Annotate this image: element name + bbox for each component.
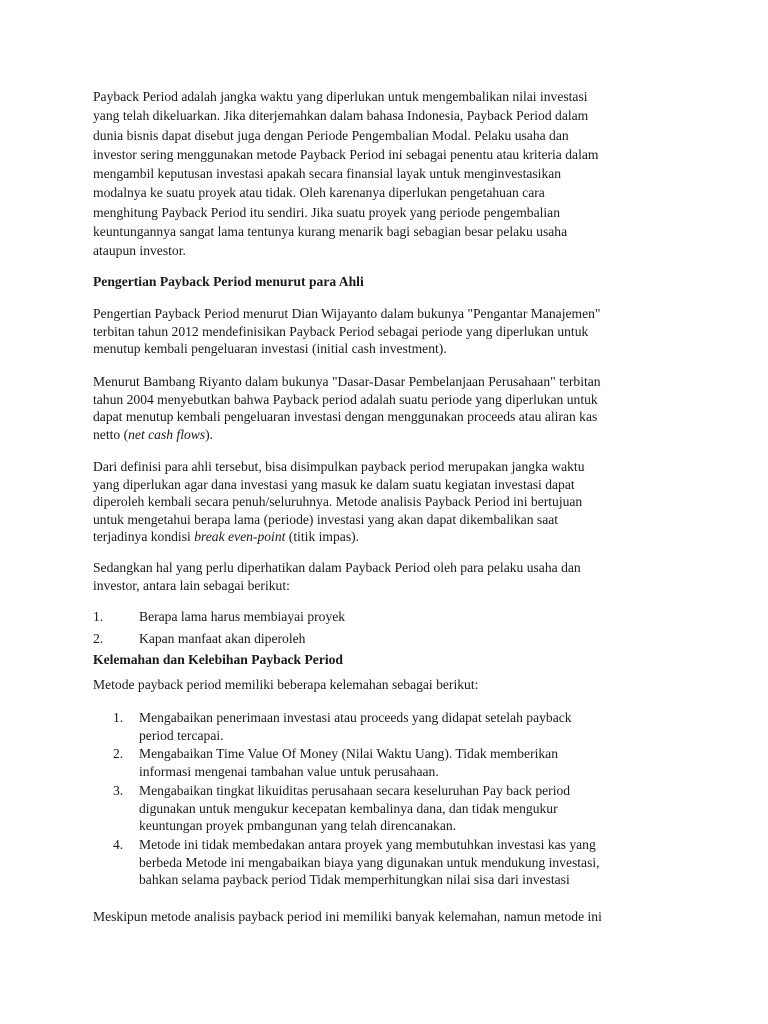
list-number: 2. [93,631,104,646]
text-line: Metode ini tidak membedakan antara proyek yang membutuhkan investasi kas yang [139,837,596,852]
text-line: keuntungannya sangat lama tentunya kurang menarik bagi sebagian besar pelaku usaha [93,224,568,240]
paragraph-bambang-riyanto [93,373,678,443]
list-text [139,782,570,835]
paragraph-metode: Metode payback period memiliki beberapa kelemahan sebagai berikut: [93,677,479,692]
text-line: bahkan selama payback period Tidak memperhitungkan nilai sisa dari investasi [139,872,570,887]
text-line: investor, antara lain sebagai berikut: [93,577,290,593]
paragraph-dian-wijayanto [93,305,678,358]
list-number: 3. [113,783,124,798]
text-line: Mengabaikan penerimaan investasi atau proceeds yang didapat setelah payback [139,710,572,725]
section-heading-kelemahan: Kelemahan dan Kelebihan Payback Period [93,652,343,667]
italic-term: break even-point [194,529,286,544]
list-text [139,709,572,744]
text-line: tahun 2004 menyebutkan bahwa Payback period adalah suatu periode yang diperlukan untuk [93,391,598,407]
text-line: investor sering menggunakan metode Payback Period ini sebagai penentu atau kriteria dalam [93,146,599,162]
list-text [139,836,600,889]
paragraph-meskipun: Meskipun metode analisis payback period ini memiliki banyak kelemahan, namun metode ini [93,909,602,924]
text-line: menutup kembali pengeluaran investasi (initial cash investment). [93,341,447,356]
text-line-with-italic [93,426,678,444]
text-line: ataupun investor. [93,243,186,259]
list-text [139,745,558,780]
text-line: Payback Period adalah jangka waktu yang diperlukan untuk mengembalikan nilai investasi [93,89,588,104]
text-line-with-italic [93,528,678,546]
text-line: Mengabaikan tingkat likuiditas perusahaan secara keseluruhan Pay back period [139,783,571,798]
text-line: informasi mengenai tambahan value untuk perusahaan. [139,763,439,779]
text-line: untuk mengetahui berapa lama (periode) investasi yang akan dapat dikembalikan saat [93,511,559,527]
text-line: yang diperlukan agar dana investasi yang masuk ke dalam suatu kegiatan investasi dapat [93,476,575,492]
list-number: 1. [93,609,104,624]
text-line: dunia bisnis dapat disebut juga dengan Periode Pengembalian Modal. Pelaku usaha dan [93,127,569,143]
text-fragment: ). [205,426,214,442]
paragraph-definisi [93,458,678,546]
text-line: yang telah dikeluarkan. Jika diterjemahkan dalam bahasa Indonesia, Payback Period dalam [93,108,589,124]
text-line: dapat menutup kembali pengeluaran investasi dengan menggunakan proceeds atau aliran kas [93,409,598,424]
text-line: keuntungan proyek pmbangunan yang telah direncanakan. [139,818,457,833]
text-line: menghitung Payback Period itu sendiri. Jika suatu proyek yang periode pengembalian [93,204,560,220]
list-number: 4. [113,837,124,852]
text-line: mengambil keputusan investasi apakah secara finansial layak untuk menginvestasikan [93,166,562,182]
text-line: period tercapai. [139,727,224,743]
text-line: terbitan tahun 2012 mendefinisikan Payback Period sebagai periode yang diperlukan untuk [93,323,589,339]
text-fragment: netto ( [93,426,129,442]
text-fragment: (titik impas). [285,529,360,544]
text-line: Menurut Bambang Riyanto dalam bukunya "Dasar-Dasar Pembelanjaan Perusahaan" terbitan [93,374,601,389]
list-text: Berapa lama harus membiayai proyek [139,609,346,624]
list-number: 1. [113,710,124,725]
text-line: modalnya ke suatu proyek atau tidak. Oleh karenanya diperlukan pengetahuan cara [93,185,545,201]
section-heading-pengertian: Pengertian Payback Period menurut para Ahli [93,274,364,289]
text-line: berbeda Metode ini mengabaikan biaya yang digunakan untuk mendukung investasi, [139,854,600,870]
list-number: 2. [113,746,124,761]
intro-paragraph [93,87,678,261]
text-line: Sedangkan hal yang perlu diperhatikan dalam Payback Period oleh para pelaku usaha dan [93,560,581,575]
italic-term: net cash flows [128,426,206,442]
text-line: digunakan untuk mengukur kecepatan kembalinya dana, dan tidak mengukur [139,800,558,816]
text-line: Mengabaikan Time Value Of Money (Nilai Waktu Uang). Tidak memberikan [139,746,558,761]
text-line: diperoleh kembali secara penuh/seluruhnya. Metode analisis Payback Period ini bertujuan [93,494,583,509]
text-line: Dari definisi para ahli tersebut, bisa disimpulkan payback period merupakan jangka waktu [93,459,585,474]
text-line: Pengertian Payback Period menurut Dian Wijayanto dalam bukunya "Pengantar Manajemen" [93,306,601,321]
text-fragment: terjadinya kondisi [93,529,195,544]
paragraph-sedangkan [93,559,678,594]
list-text: Kapan manfaat akan diperoleh [139,631,306,646]
